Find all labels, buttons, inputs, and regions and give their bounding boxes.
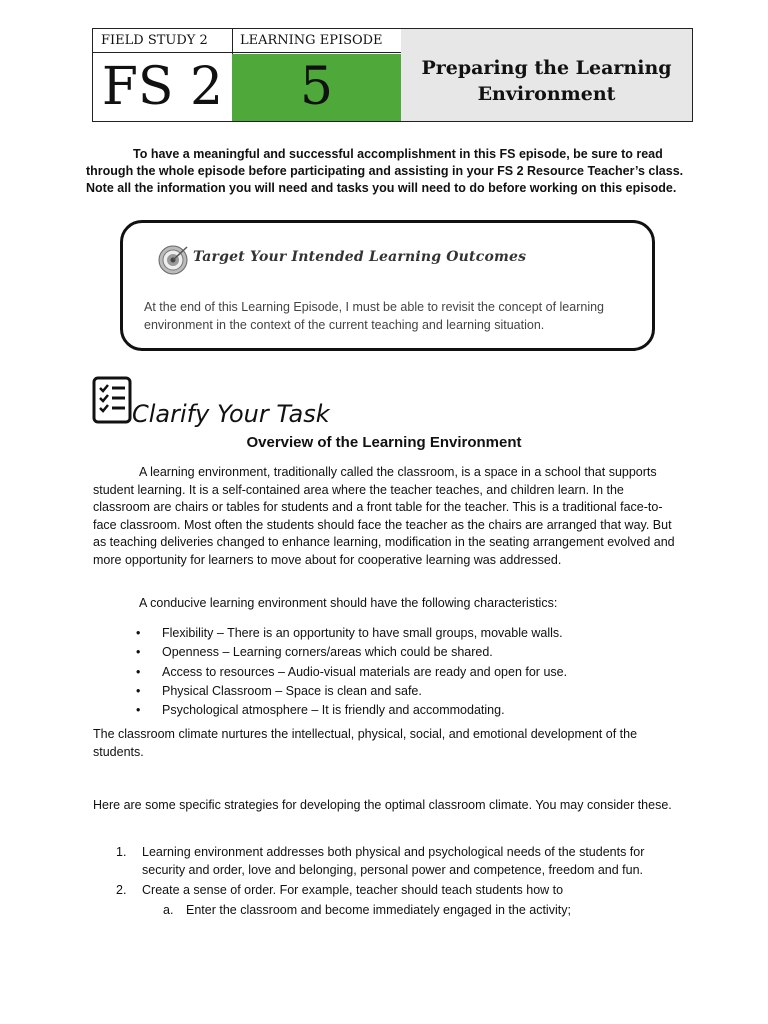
episode-number: 5 xyxy=(232,54,401,121)
intro-line-3: Note all the information you will need and tasks you will need to do before working on this episode. xyxy=(86,181,677,195)
classroom-climate-paragraph xyxy=(93,726,678,761)
paragraph-text: The classroom climate nurtures the intellectual, physical, social, and emotional development of the students. xyxy=(93,727,638,759)
paragraph-text: Here are some specific strategies for developing the optimal classroom climate. You may consider these. xyxy=(93,798,672,812)
field-study-cell xyxy=(93,29,233,121)
field-study-label: FIELD STUDY 2 xyxy=(93,29,232,53)
list-item-text: Access to resources – Audio-visual materials are ready and open for use. xyxy=(162,664,568,679)
list-item-text: Flexibility – There is an opportunity to have small groups, movable walls. xyxy=(162,626,563,640)
list-item: • Flexibility – There is an opportunity to have small groups, movable walls. xyxy=(136,626,563,640)
strategies-paragraph xyxy=(93,797,678,815)
list-item-text: Psychological atmosphere – It is friendly and accommodating. xyxy=(162,703,505,718)
list-item-text: Physical Classroom – Space is clean and safe. xyxy=(162,683,422,698)
clarify-heading: Clarify Your Task xyxy=(132,400,330,428)
checklist-icon xyxy=(92,376,134,424)
learning-episode-cell xyxy=(232,29,402,121)
outcomes-heading: Target Your Intended Learning Outcomes xyxy=(193,249,527,265)
list-item: • Access to resources – Audio-visual materials are ready and open for use. xyxy=(136,664,568,679)
episode-header-table xyxy=(92,28,693,122)
paragraph-text: A conducive learning environment should have the following characteristics: xyxy=(139,596,558,610)
list-item-text: Learning environment addresses both physical and psychological needs of the students for security and order, love and belonging, personal power and competence, freedom and fun. xyxy=(142,845,645,877)
list-item xyxy=(93,881,678,899)
intro-line-2: through the whole episode before participating and assisting in your FS 2 Resource Teacher’s class. xyxy=(86,164,684,178)
intro-line-1: To have a meaningful and successful accomplishment in this FS episode, be sure to read xyxy=(133,147,663,161)
list-number: 2. xyxy=(116,883,127,897)
list-item: • Physical Classroom – Space is clean and safe. xyxy=(136,683,422,698)
fs-code: FS 2 xyxy=(101,57,224,117)
episode-title-cell xyxy=(401,29,692,121)
list-item: • Openness – Learning corners/areas which could be shared. xyxy=(136,645,493,660)
list-number: a. xyxy=(163,903,174,917)
learning-episode-label: LEARNING EPISODE xyxy=(232,29,401,53)
outcomes-text: At the end of this Learning Episode, I must be able to revisit the concept of learning environment in the context of the current teaching and learning situation. xyxy=(144,300,605,332)
overview-heading: Overview of the Learning Environment xyxy=(246,434,522,451)
characteristics-list xyxy=(136,624,567,720)
sub-list-item xyxy=(93,901,678,919)
strategies-list xyxy=(93,843,678,919)
list-item-text: Create a sense of order. For example, teacher should teach students how to xyxy=(142,883,564,897)
list-item: • Psychological atmosphere – It is friendly and accommodating. xyxy=(136,703,505,718)
list-item-text: Openness – Learning corners/areas which could be shared. xyxy=(162,645,493,660)
characteristics-intro xyxy=(139,595,724,613)
list-number: 1. xyxy=(116,845,127,859)
target-icon xyxy=(157,244,189,276)
list-item xyxy=(93,843,678,879)
paragraph-text: A learning environment, traditionally called the classroom, is a space in a school that supports student learning. It is a self-contained area where the teacher teaches, and children learn. In the classroom are chairs or tables for students and a front table for the teacher. This is a traditional face-to-face classroom. Most often the students should face the teacher as the chairs are arranged that way. But as teaching deliveries changed to enhance learning, modification in the seating arrangement evolved and more opportunity for learners to move about for cooperative learning was addressed. xyxy=(93,465,675,567)
episode-title: Preparing the Learning Environment xyxy=(421,57,672,105)
learning-outcomes-box xyxy=(120,220,655,351)
intro-instructions xyxy=(86,146,686,197)
list-item-text: Enter the classroom and become immediately engaged in the activity; xyxy=(186,903,571,917)
learning-environment-paragraph xyxy=(93,464,678,570)
